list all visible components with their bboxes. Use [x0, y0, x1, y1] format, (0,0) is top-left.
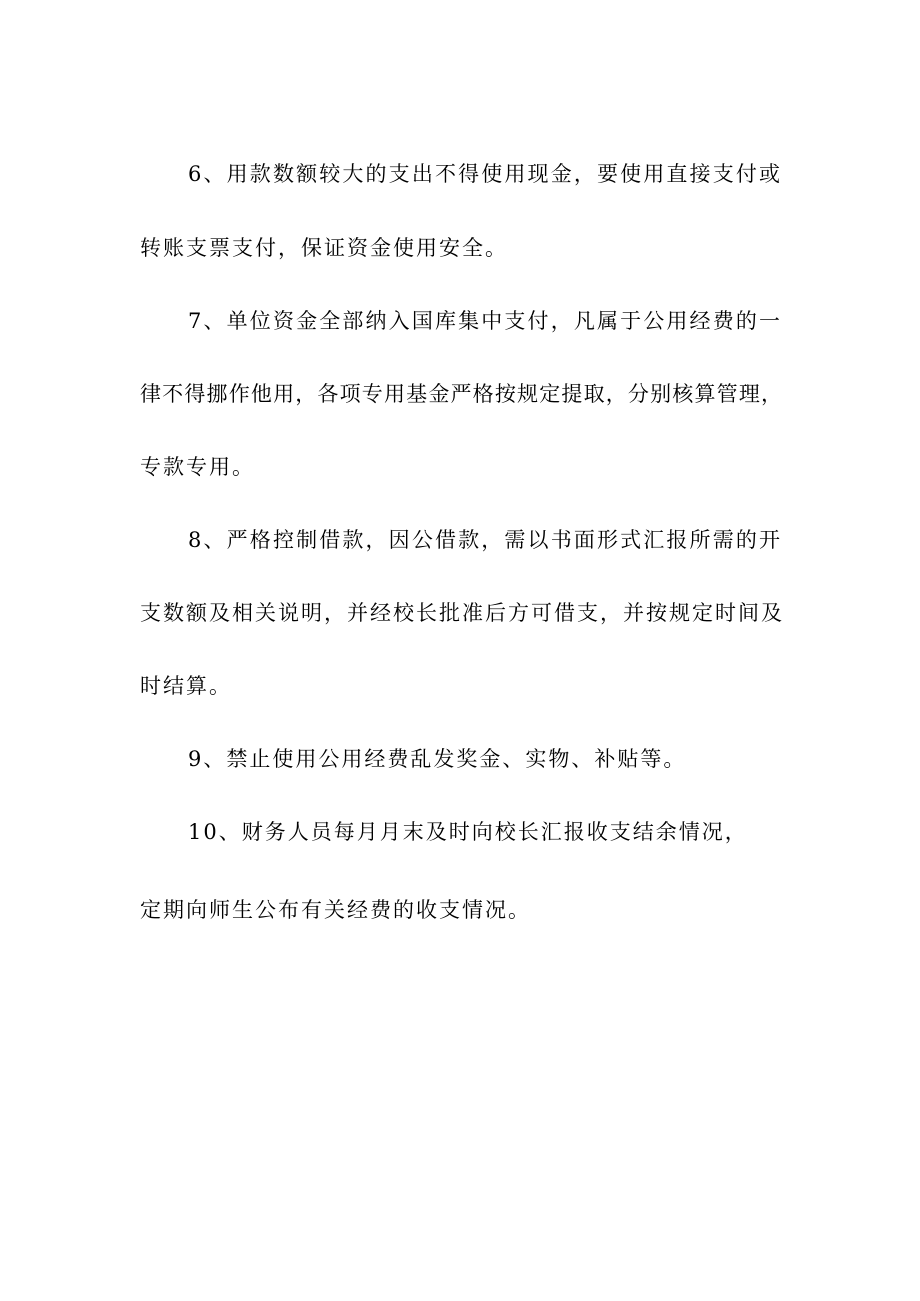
item-6-line-1: 6、用款数额较大的支出不得使用现金，要使用直接支付或 — [188, 162, 782, 186]
item-8-line-1: 8、严格控制借款，因公借款，需以书面形式汇报所需的开 — [188, 528, 782, 552]
item-7-line-2: 律不得挪作他用，各项专用基金严格按规定提取，分别核算管理， — [140, 382, 782, 406]
item-8-line-3: 时结算。 — [140, 674, 232, 698]
item-10-line-2: 定期向师生公布有关经费的收支情况。 — [140, 898, 531, 922]
item-6-line-2: 转账支票支付，保证资金使用安全。 — [140, 236, 508, 260]
item-9-line-1: 9、禁止使用公用经费乱发奖金、实物、补贴等。 — [188, 747, 687, 771]
item-7-line-3: 专款专用。 — [140, 455, 255, 479]
item-7-line-1: 7、单位资金全部纳入国库集中支付，凡属于公用经费的一 — [188, 309, 782, 333]
item-8-line-2: 支数额及相关说明，并经校长批准后方可借支，并按规定时间及 — [140, 601, 782, 625]
item-10-line-1: 10、财务人员每月月末及时向校长汇报收支结余情况， — [188, 820, 748, 844]
